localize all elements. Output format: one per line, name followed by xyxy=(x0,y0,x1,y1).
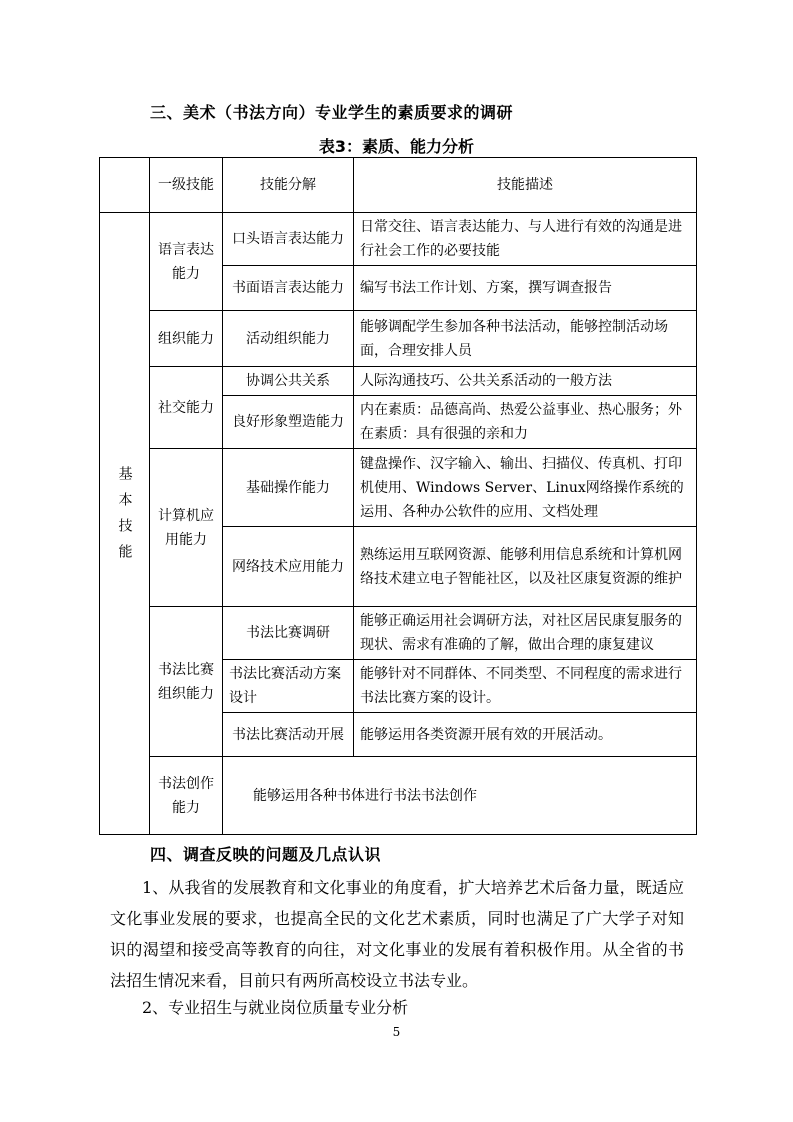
skill-cell: 口头语言表达能力 xyxy=(223,213,354,266)
table-row xyxy=(100,449,697,527)
header-skill-description: 技能描述 xyxy=(354,158,697,213)
skill-cell: 书法比赛活动开展 xyxy=(223,713,354,757)
table-row xyxy=(100,757,697,835)
group-书法比赛组织能力: 书法比赛组织能力 xyxy=(150,607,223,757)
category-cell xyxy=(100,213,150,835)
group-组织能力: 组织能力 xyxy=(150,311,223,367)
table-header-row xyxy=(100,158,697,213)
table-row xyxy=(100,311,697,367)
desc-cell: 日常交往、语言表达能力、与人进行有效的沟通是进行社会工作的必要技能 xyxy=(354,213,697,266)
merged-desc-cell: 能够运用各种书体进行书法书法创作 xyxy=(223,757,697,835)
table-row xyxy=(100,213,697,266)
skill-cell: 良好形象塑造能力 xyxy=(223,396,354,449)
section-4-heading: 四、调查反映的问题及几点认识 xyxy=(150,845,382,864)
skill-cell: 书法比赛活动方案设计 xyxy=(223,660,354,713)
desc-cell: 能够正确运用社会调研方法，对社区居民康复服务的现状、需求有准确的了解，做出合理的康复建议 xyxy=(354,607,697,660)
skill-cell: 协调公共关系 xyxy=(223,367,354,396)
table-title: 表3：素质、能力分析 xyxy=(318,137,475,156)
paragraph-2: 2、专业招生与就业岗位质量专业分析 xyxy=(142,998,409,1017)
category-label: 基本技能 xyxy=(116,465,133,570)
group-语言表达能力: 语言表达能力 xyxy=(150,213,223,311)
desc-cell: 人际沟通技巧、公共关系活动的一般方法 xyxy=(354,367,697,396)
desc-cell: 键盘操作、汉字输入、输出、扫描仪、传真机、打印机使用、Windows Server、Linux网络操作系统的运用、各种办公软件的应用、文档处理 xyxy=(354,449,697,527)
table-row xyxy=(100,607,697,660)
skill-cell: 活动组织能力 xyxy=(223,311,354,367)
group-书法创作能力: 书法创作能力 xyxy=(150,757,223,835)
skills-table xyxy=(99,157,697,835)
paragraph-1: 1、从我省的发展教育和文化事业的角度看，扩大培养艺术后备力量，既适应文化事业发展的要求，也提高全民的文化艺术素质，同时也满足了广大学子对知识的渴望和接受高等教育的向往，对文化事业的发展有着积极作用。从全省的书法招生情况来看，目前只有两所高校设立书法专业。 xyxy=(110,878,684,990)
desc-cell: 内在素质：品德高尚、热爱公益事业、热心服务；外在素质：具有很强的亲和力 xyxy=(354,396,697,449)
desc-cell: 熟练运用互联网资源、能够利用信息系统和计算机网络技术建立电子智能社区，以及社区康复资源的维护 xyxy=(354,527,697,607)
group-计算机应用能力: 计算机应用能力 xyxy=(150,449,223,607)
desc-cell: 编写书法工作计划、方案，撰写调查报告 xyxy=(354,266,697,311)
header-skill-breakdown: 技能分解 xyxy=(223,158,354,213)
desc-cell: 能够针对不同群体、不同类型、不同程度的需求进行书法比赛方案的设计。 xyxy=(354,660,697,713)
page-number: 5 xyxy=(392,1025,401,1039)
skill-cell: 基础操作能力 xyxy=(223,449,354,527)
section-3-heading: 三、美术（书法方向）专业学生的素质要求的调研 xyxy=(150,103,514,122)
header-level1-skill: 一级技能 xyxy=(150,158,223,213)
table-row xyxy=(100,367,697,396)
skill-cell: 网络技术应用能力 xyxy=(223,527,354,607)
header-blank-cell xyxy=(100,158,150,213)
skill-cell: 书法比赛调研 xyxy=(223,607,354,660)
skill-cell: 书面语言表达能力 xyxy=(223,266,354,311)
desc-cell: 能够运用各类资源开展有效的开展活动。 xyxy=(354,713,697,757)
desc-cell: 能够调配学生参加各种书法活动，能够控制活动场面，合理安排人员 xyxy=(354,311,697,367)
group-社交能力: 社交能力 xyxy=(150,367,223,449)
